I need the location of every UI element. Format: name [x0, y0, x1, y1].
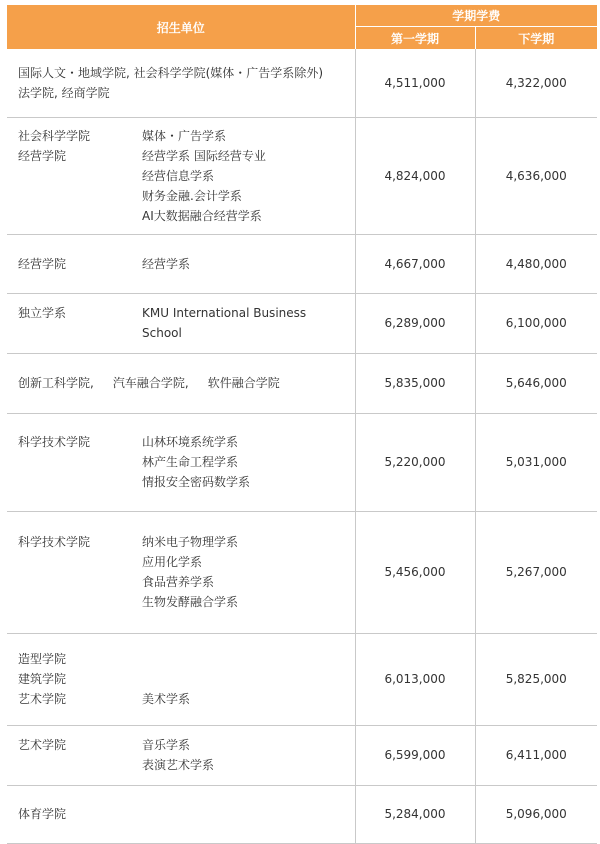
fee-first-semester: 6,599,000 [355, 725, 475, 785]
table-row [7, 293, 597, 353]
fee-second-semester: 6,411,000 [475, 725, 597, 785]
college-list [18, 532, 142, 552]
college-list [18, 303, 142, 323]
unit-two-column [18, 254, 355, 274]
fee-second-semester: 6,100,000 [475, 293, 597, 353]
department-list [142, 735, 355, 775]
unit-two-column [18, 735, 355, 775]
fee-second-semester: 5,096,000 [475, 785, 597, 843]
header-first-semester: 第一学期 [355, 27, 475, 50]
table-body [7, 49, 597, 843]
table-header [7, 5, 597, 49]
table-row [7, 49, 597, 117]
department-name: 生物发酵融合学系 [142, 595, 239, 609]
unit-cell [7, 234, 355, 293]
college-list [18, 126, 142, 166]
fee-first-semester: 4,511,000 [355, 49, 475, 117]
department-name: 经营信息学系 [142, 168, 215, 183]
unit-two-column [18, 649, 355, 709]
table-row [7, 117, 597, 234]
unit-two-column [18, 532, 355, 612]
college-name: 法学院, 经商学院 [18, 85, 110, 100]
unit-two-column [18, 432, 355, 492]
fee-second-semester: 5,267,000 [475, 511, 597, 633]
department-name: 情报安全密码数学系 [142, 475, 251, 489]
fee-second-semester: 5,825,000 [475, 633, 597, 725]
department-list [142, 303, 355, 343]
unit-cell [7, 633, 355, 725]
tuition-table [7, 5, 597, 844]
header-second-semester: 下学期 [475, 27, 597, 50]
department-name: 经营学系 国际经营专业 [142, 148, 266, 163]
table-row [7, 511, 597, 633]
college-name: 社会科学学院 [18, 128, 91, 143]
department-name: AI大数据融合经营学系 [142, 208, 262, 223]
table-row [7, 353, 597, 413]
department-name: 媒体・广告学系 [142, 128, 227, 143]
department-name [142, 669, 355, 689]
college-name: 科学技术学院 [18, 535, 91, 549]
fee-first-semester: 4,824,000 [355, 117, 475, 234]
college-name: 经营学院 [18, 256, 67, 271]
unit-cell [7, 413, 355, 511]
department-name: 美术学系 [142, 692, 191, 706]
department-list [142, 532, 355, 612]
college-name: 创新工科学院, 汽车融合学院, 软件融合学院 [18, 376, 280, 390]
fee-first-semester: 5,284,000 [355, 785, 475, 843]
department-name: KMU International Business [142, 306, 307, 320]
fee-second-semester: 4,480,000 [475, 234, 597, 293]
department-name: 食品营养学系 [142, 575, 215, 589]
fee-first-semester: 5,835,000 [355, 353, 475, 413]
department-name: School [142, 326, 182, 340]
fee-first-semester: 6,013,000 [355, 633, 475, 725]
department-name: 纳米电子物理学系 [142, 535, 239, 549]
college-name: 建筑学院 [18, 672, 67, 686]
college-list [18, 649, 142, 709]
header-unit: 招生单位 [7, 5, 355, 49]
unit-cell [7, 785, 355, 843]
table-row [7, 785, 597, 843]
unit-cell [7, 353, 355, 413]
department-name [142, 649, 355, 669]
table-row [7, 633, 597, 725]
fee-first-semester: 6,289,000 [355, 293, 475, 353]
fee-first-semester: 5,220,000 [355, 413, 475, 511]
department-name: 经营学系 [142, 256, 191, 271]
department-list [142, 432, 355, 492]
college-list [18, 432, 142, 452]
college-name: 造型学院 [18, 652, 67, 666]
college-name: 艺术学院 [18, 738, 67, 752]
college-list [18, 735, 142, 755]
fee-first-semester: 4,667,000 [355, 234, 475, 293]
unit-cell [7, 511, 355, 633]
department-list [142, 126, 355, 226]
unit-two-column [18, 303, 355, 343]
fee-second-semester: 5,646,000 [475, 353, 597, 413]
college-name: 独立学系 [18, 306, 67, 320]
department-name: 表演艺术学系 [142, 758, 215, 772]
college-list [18, 254, 142, 274]
department-name: 应用化学系 [142, 555, 203, 569]
college-name: 艺术学院 [18, 692, 67, 706]
unit-two-column [18, 126, 355, 226]
unit-cell [7, 725, 355, 785]
fee-second-semester: 4,636,000 [475, 117, 597, 234]
fee-second-semester: 4,322,000 [475, 49, 597, 117]
table-row [7, 413, 597, 511]
unit-cell [7, 49, 355, 117]
college-name: 科学技术学院 [18, 435, 91, 449]
department-name: 林产生命工程学系 [142, 455, 239, 469]
department-name: 音乐学系 [142, 738, 191, 752]
unit-cell [7, 293, 355, 353]
college-name: 国际人文・地域学院, 社会科学学院(媒体・广告学系除外) [18, 65, 323, 80]
table-row [7, 234, 597, 293]
college-name: 体育学院 [18, 807, 67, 821]
department-name: 山林环境系统学系 [142, 435, 239, 449]
college-name: 经营学院 [18, 148, 67, 163]
department-list [142, 649, 355, 709]
fee-second-semester: 5,031,000 [475, 413, 597, 511]
department-list [142, 254, 355, 274]
unit-cell [7, 117, 355, 234]
fee-first-semester: 5,456,000 [355, 511, 475, 633]
department-name: 财务金融.会计学系 [142, 188, 242, 203]
table-row [7, 725, 597, 785]
header-fee-group: 学期学费 [355, 5, 597, 27]
